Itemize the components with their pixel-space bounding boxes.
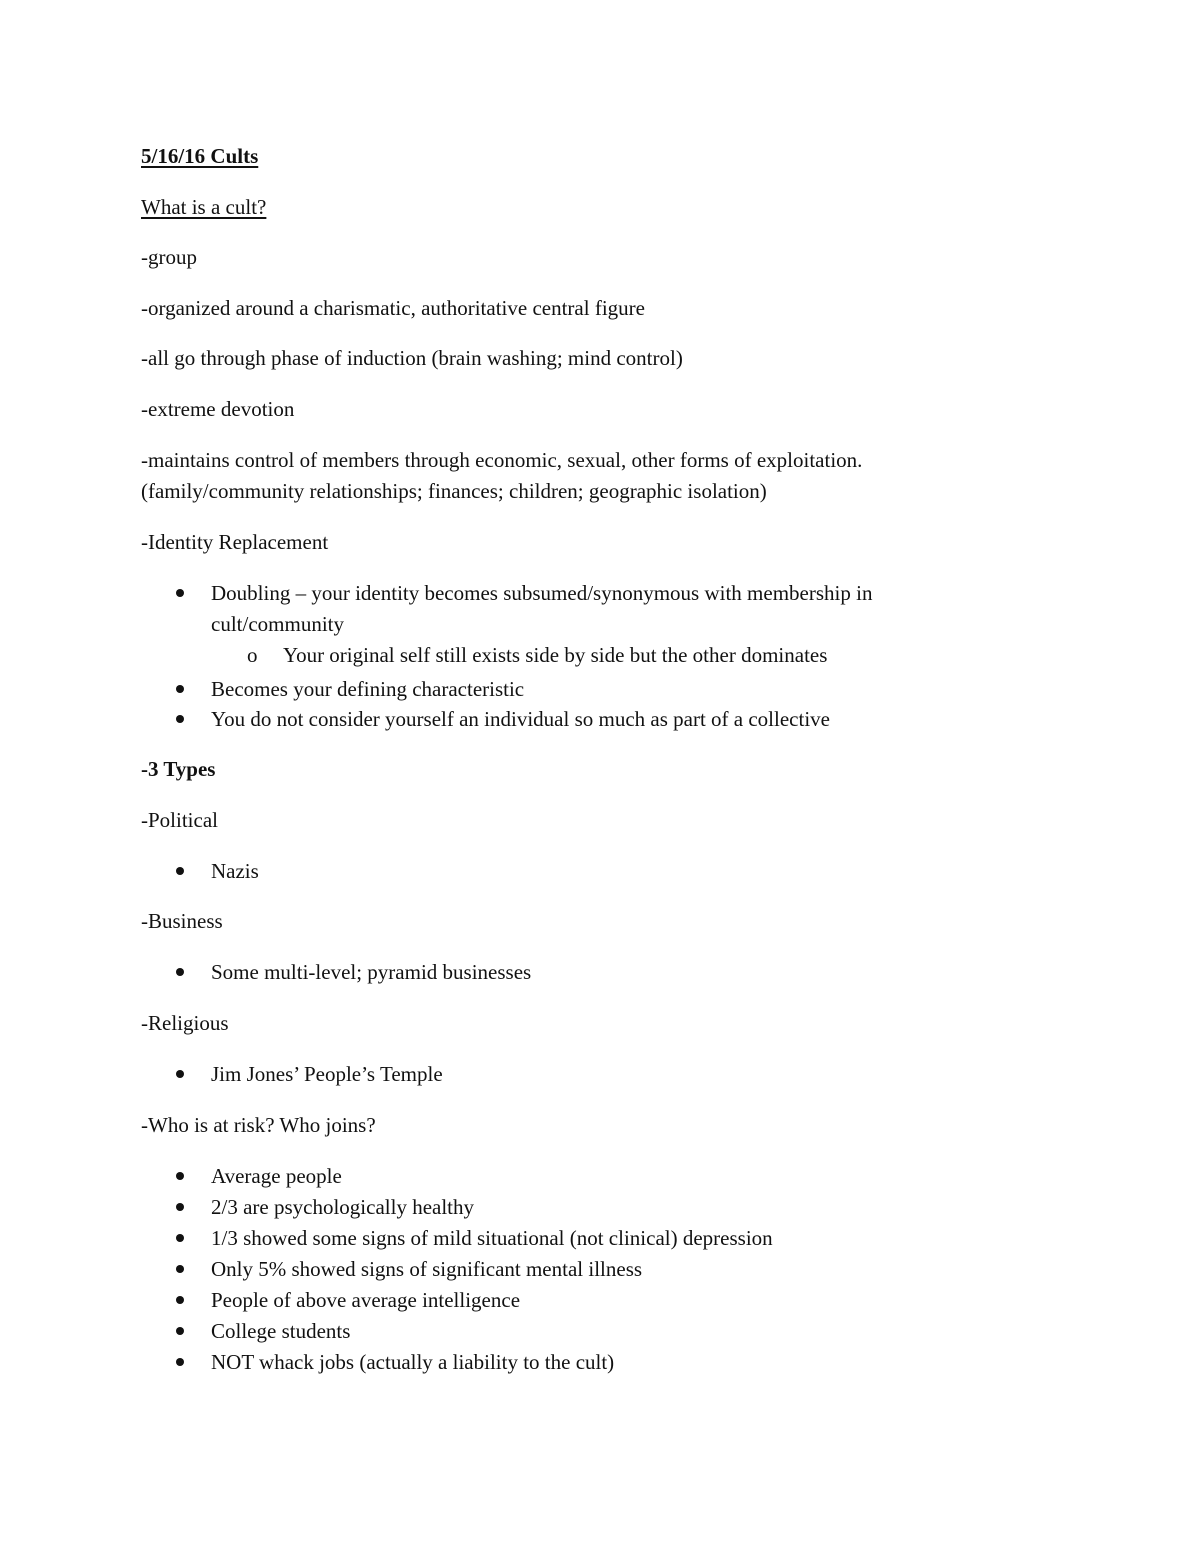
- list-item: Some multi-level; pyramid businesses: [211, 960, 532, 984]
- bullet-icon: [176, 1265, 184, 1273]
- type-label: -Political: [141, 808, 218, 832]
- bullet-icon: [176, 968, 184, 976]
- text-line-identity: -Identity Replacement: [141, 530, 329, 554]
- section-heading: What is a cult?: [141, 195, 267, 219]
- type-label: -Religious: [141, 1011, 229, 1035]
- list-item: Jim Jones’ People’s Temple: [211, 1062, 443, 1086]
- bullet-icon: [176, 1358, 184, 1366]
- list-item-collective: You do not consider yourself an individual so much as part of a collective: [211, 707, 830, 731]
- list-item: People of above average intelligence: [211, 1288, 521, 1312]
- bullet-icon: [176, 1327, 184, 1335]
- bullet-icon: [176, 1172, 184, 1180]
- list-item: NOT whack jobs (actually a liability to the cult): [211, 1350, 615, 1374]
- text-line-control: -maintains control of members through economic, sexual, other forms of exploitation.: [141, 448, 863, 472]
- text-line-control-continued: (family/community relationships; finances; children; geographic isolation): [141, 479, 767, 503]
- list-item: Average people: [211, 1164, 342, 1188]
- risk-heading: -Who is at risk? Who joins?: [141, 1113, 376, 1137]
- bullet-icon: [176, 1203, 184, 1211]
- list-item: 2/3 are psychologically healthy: [211, 1195, 475, 1219]
- text-line-organized: -organized around a charismatic, authoritative central figure: [141, 296, 645, 320]
- list-item: Nazis: [211, 859, 259, 883]
- bullet-icon: [176, 1234, 184, 1242]
- list-item: College students: [211, 1319, 351, 1343]
- bullet-icon: [176, 867, 184, 875]
- list-item-doubling-continued: cult/community: [211, 612, 344, 636]
- list-item-defining: Becomes your defining characteristic: [211, 677, 525, 701]
- bullet-icon: [176, 589, 184, 597]
- bullet-icon: [176, 1070, 184, 1078]
- type-label: -Business: [141, 909, 223, 933]
- text-line-group: -group: [141, 245, 197, 269]
- text-line-devotion: -extreme devotion: [141, 397, 295, 421]
- sub-list-item: Your original self still exists side by side but the other dominates: [283, 643, 828, 667]
- list-item: 1/3 showed some signs of mild situational (not clinical) depression: [211, 1226, 773, 1250]
- text-line-induction: -all go through phase of induction (brain washing; mind control): [141, 346, 683, 370]
- list-item-doubling: Doubling – your identity becomes subsumed/synonymous with membership in: [211, 581, 873, 605]
- sub-bullet-marker: o: [247, 643, 258, 667]
- bullet-icon: [176, 685, 184, 693]
- types-heading: -3 Types: [141, 757, 216, 781]
- bullet-icon: [176, 1296, 184, 1304]
- page-title: 5/16/16 Cults: [141, 144, 259, 168]
- bullet-icon: [176, 715, 184, 723]
- list-item: Only 5% showed signs of significant mental illness: [211, 1257, 643, 1281]
